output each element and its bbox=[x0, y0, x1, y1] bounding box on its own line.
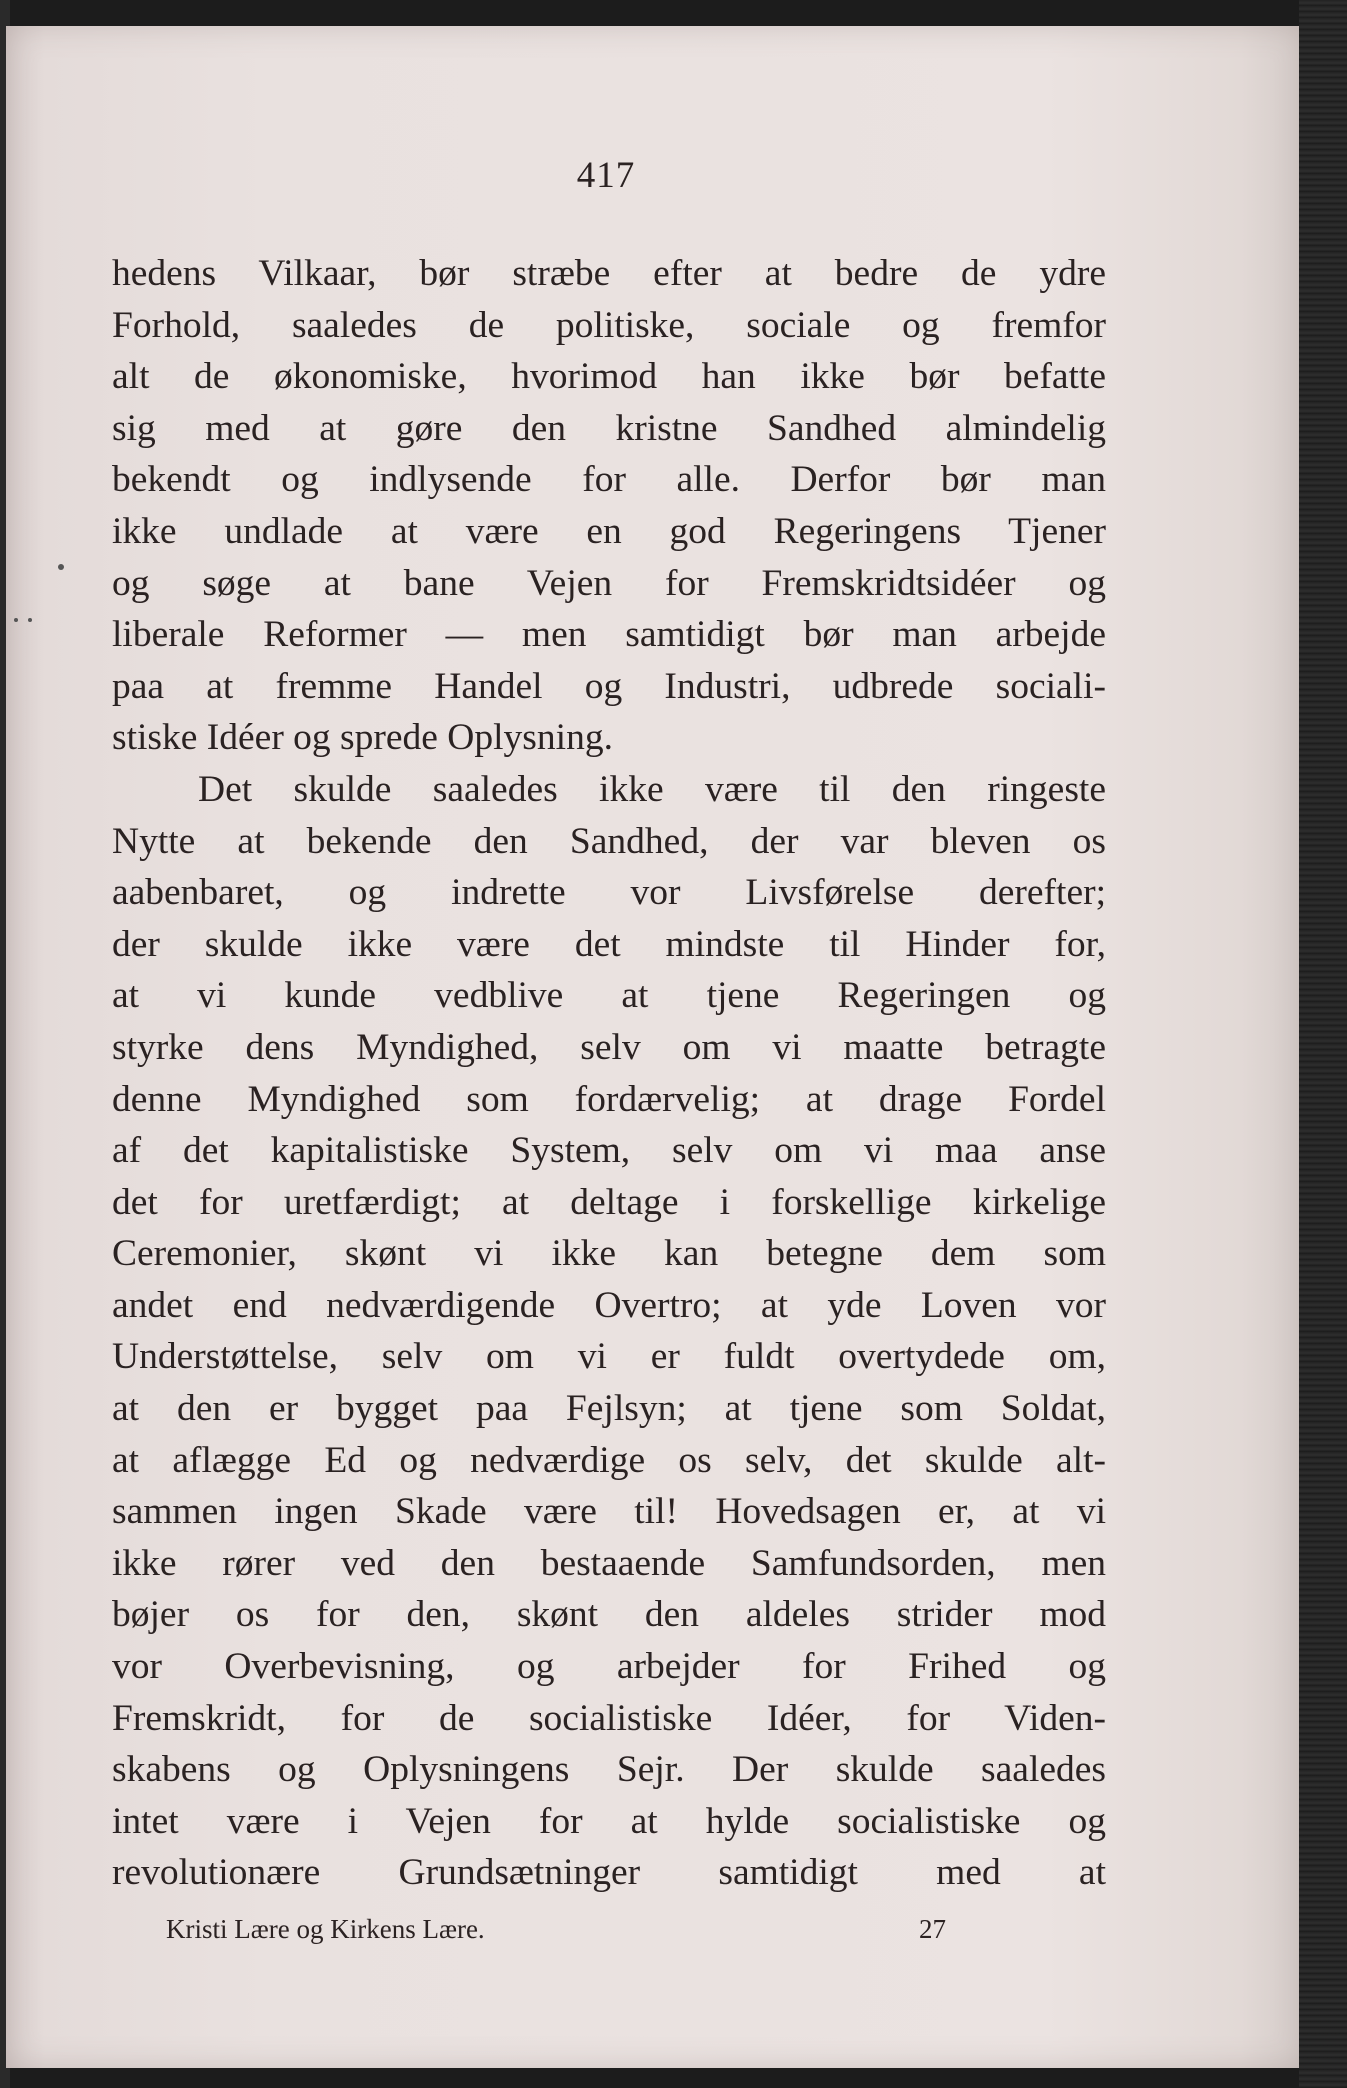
page-footer bbox=[166, 1914, 946, 1945]
text-line: bekendt og indlysende for alle. Derfor bør man bbox=[112, 459, 1106, 501]
text-line: aabenbaret, og indrette vor Livsførelse derefter; bbox=[112, 872, 1106, 914]
text-line: ikke undlade at være en god Regeringens Tjener bbox=[112, 510, 1106, 552]
body-text bbox=[112, 248, 1106, 1899]
text-line: Forhold, saaledes de politiske, sociale og fremfor bbox=[112, 304, 1106, 346]
text-line: vor Overbevisning, og arbejder for Frihed og bbox=[112, 1646, 1106, 1688]
text-line: Nytte at bekende den Sandhed, der var bleven os bbox=[112, 820, 1106, 862]
text-line: intet være i Vejen for at hylde socialistiske og bbox=[112, 1800, 1106, 1842]
text-line: Det skulde saaledes ikke være til den ringeste bbox=[198, 768, 1106, 810]
text-line: og søge at bane Vejen for Fremskridtsidéer og bbox=[112, 562, 1106, 604]
text-line: ikke rører ved den bestaaende Samfundsorden, men bbox=[112, 1542, 1106, 1584]
text-line: styrke dens Myndighed, selv om vi maatte betragte bbox=[112, 1026, 1106, 1068]
text-line: at den er bygget paa Fejlsyn; at tjene som Soldat, bbox=[112, 1388, 1106, 1430]
page-number: 417 bbox=[576, 155, 636, 196]
text-line: paa at fremme Handel og Industri, udbrede sociali- bbox=[112, 665, 1106, 707]
text-line: stiske Idéer og sprede Oplysning. bbox=[112, 717, 613, 759]
footer-book-title: Kristi Lære og Kirkens Lære. bbox=[166, 1914, 485, 1944]
text-line: liberale Reformer — men samtidigt bør man arbejde bbox=[112, 614, 1106, 656]
text-line: sig med at gøre den kristne Sandhed almindelig bbox=[112, 407, 1106, 449]
footer-signature-mark: 27 bbox=[919, 1914, 946, 1944]
text-line: sammen ingen Skade være til! Hovedsagen er, at vi bbox=[112, 1491, 1106, 1533]
text-line: andet end nedværdigende Overtro; at yde Loven vor bbox=[112, 1284, 1106, 1326]
text-line: revolutionære Grundsætninger samtidigt med at bbox=[112, 1852, 1106, 1894]
page-paper bbox=[6, 26, 1306, 2068]
margin-speck bbox=[58, 564, 64, 570]
text-line: der skulde ikke være det mindste til Hinder for, bbox=[112, 923, 1106, 965]
margin-speck bbox=[14, 618, 18, 622]
text-line: Fremskridt, for de socialistiske Idéer, for Viden- bbox=[112, 1697, 1106, 1739]
text-line: skabens og Oplysningens Sejr. Der skulde saaledes bbox=[112, 1749, 1106, 1791]
text-line: Understøttelse, selv om vi er fuldt overtydede om, bbox=[112, 1336, 1106, 1378]
text-line: hedens Vilkaar, bør stræbe efter at bedre de ydre bbox=[112, 253, 1106, 294]
text-line: alt de økonomiske, hvorimod han ikke bør befatte bbox=[112, 356, 1106, 398]
text-line: at vi kunde vedblive at tjene Regeringen og bbox=[112, 975, 1106, 1017]
text-line: det for uretfærdigt; at deltage i forskellige kirkelige bbox=[112, 1181, 1106, 1223]
text-line: at aflægge Ed og nedværdige os selv, det skulde alt- bbox=[112, 1439, 1106, 1481]
text-line: af det kapitalistiske System, selv om vi maa anse bbox=[112, 1130, 1106, 1172]
text-line: denne Myndighed som fordærvelig; at drage Fordel bbox=[112, 1078, 1106, 1120]
text-line: bøjer os for den, skønt den aldeles strider mod bbox=[112, 1594, 1106, 1636]
book-cover-edge bbox=[1299, 0, 1347, 2088]
margin-speck bbox=[28, 618, 32, 622]
text-line: Ceremonier, skønt vi ikke kan betegne dem som bbox=[112, 1233, 1106, 1275]
